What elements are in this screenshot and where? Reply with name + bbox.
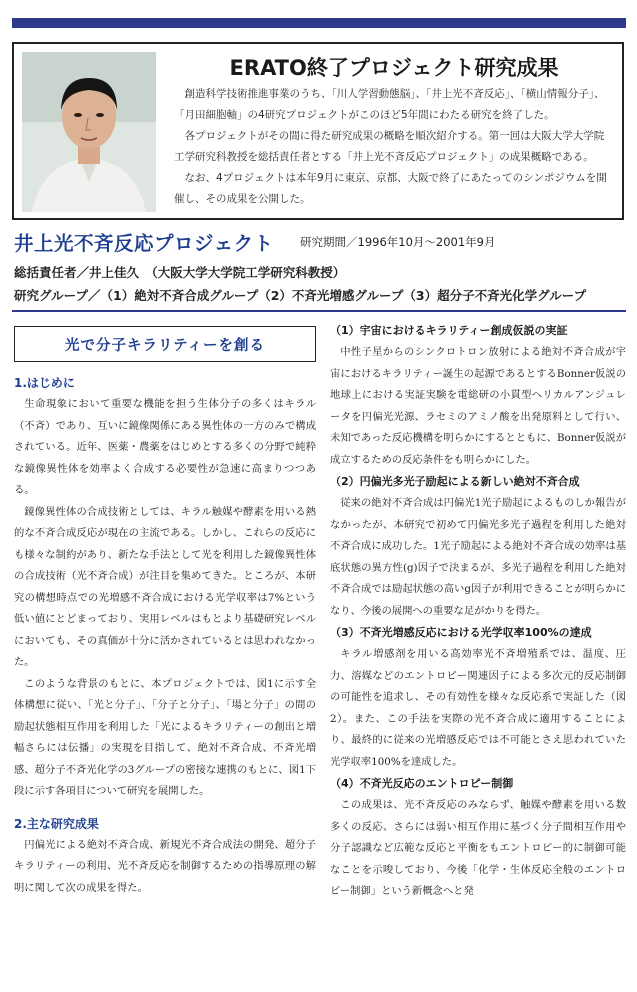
portrait-photo (22, 52, 156, 212)
research-groups: 研究グループ／（1）絶対不斉合成グループ（2）不斉光増感グループ（3）超分子不斉光化学グループ (14, 288, 587, 303)
top-accent-bar (12, 18, 626, 28)
body-paragraph: 円偏光による絶対不斉合成、新規光不斉合成法の開発、超分子キラリティーの利用、光不斉反応を制御するための指導原理の解明に関して次の成果を得た。 (14, 838, 316, 894)
body-paragraph: この成果は、光不斉反応のみならず、触媒や酵素を用いる数多くの反応、さらには弱い相互作用に基づく分子間相互作用や分子認識など広範な反応と平衡をもエントロピー的に制御可能なことを示唆しており、今後「化学・生体反応全般のエントロピー制御」という新概念へと発 (330, 799, 626, 897)
research-period: 研究期間／1996年10月〜2001年9月 (300, 235, 496, 249)
intro-paragraph: なお、4プロジェクトは本年9月に東京、京都、大阪で終了にあたってのシンポジウムを開催し、その成果を公開した。 (174, 172, 607, 205)
project-title: 井上光不斉反応プロジェクト (14, 232, 274, 255)
header-intro (174, 84, 614, 210)
body-paragraph: このような背景のもとに、本プロジェクトでは、図1に示す全体構想に従い、「光と分子」、「分子と分子」、「場と分子」の間の励起状態相互作用を利用した「光によるキラリティーの創出と増幅さらには伝播」の実現を目指して、絶対不斉合成、不斉光増感、超分子不斉光化学の3グループの密接な連携のもとに、図1下段に示す各項目について研究を展開した。 (14, 677, 316, 797)
catchphrase-box: 光で分子キラリティーを創る (14, 326, 316, 362)
subsection-heading: （1）宇宙におけるキラリティー創成仮説の実証 (330, 324, 568, 337)
section-divider (12, 310, 626, 312)
body-paragraph: 鏡像異性体の合成技術としては、キラル触媒や酵素を用いる熱的な不斉合成反応が現在の主流である。しかし、これらの反応にも様々な制約があり、新たな手法として光を利用した鏡像異性体の合成技術（光不斉合成）が注目を集めてきた。ところが、本研究の構想時点での光増感不斉合成における光学収率は7%という低い値にとどまっており、実用レベルはもとより基礎研究レベルにおいても、その真価が十分に活かされているとは思われなかった。 (14, 505, 316, 668)
left-column (14, 320, 316, 899)
subsection-heading: （4）不斉光反応のエントロピー制御 (330, 777, 514, 790)
body-paragraph: キラル増感剤を用いる高効率光不斉増殖系では、温度、圧力、溶媒などのエントロピー関連因子による多次元的反応制御の可能性を追求し、その有効性を様々な反応系で実証した（図2）。また、この手法を実際の光不斉合成に適用することにより、最終的に従来の光増感反応では不可能とさえ思われていた光学収率100%を達成した。 (330, 648, 626, 768)
body-paragraph: 生命現象において重要な機能を担う生体分子の多くはキラル（不斉）であり、互いに鏡像関係にある異性体の一方のみで構成されている。近年、医薬・農薬をはじめとする多くの分野で純粋な鏡像異性体を効率よく合成する必要性が急速に高まりつつある。 (14, 398, 316, 496)
subsection-heading: （2）円偏光多光子励起による新しい絶対不斉合成 (330, 475, 580, 488)
subsection-heading: （3）不斉光増感反応における光学収率100%の達成 (330, 626, 592, 639)
body-paragraph: 従来の絶対不斉合成は円偏光1光子励起によるものしか報告がなかったが、本研究で初めて円偏光多光子過程を利用した絶対不斉合成に成功した。1光子励起による絶対不斉合成の効率は基底状態の異方性(g)因子で決まるが、多光子過程を利用した絶対不斉合成では励起状態の高いg因子が利用できることが明らかになり、今後の展開への重要な足がかりを得た。 (330, 497, 626, 617)
body-paragraph: 中性子星からのシンクロトロン放射による絶対不斉合成が宇宙におけるキラリティー誕生の起源であるとするBonner仮説の地球上における実証実験を電総研の小貫型ヘリカルアンジュレータを円偏光光源、ラセミのアミノ酸を出発原料として行い、未知であった反応機構を明らかにするとともに、Bonner仮説が成立するための反応条件をも明らかにした。 (330, 346, 626, 466)
section-heading: 1.はじめに (14, 376, 75, 390)
intro-paragraph: 各プロジェクトがその間に得た研究成果の概略を順次紹介する。第一回は大阪大学大学院工学研究科教授を総括責任者とする「井上光不斉反応プロジェクト」の成果概略である。 (174, 130, 605, 163)
intro-paragraph: 創造科学技術推進事業のうち、「川人学習動態脳」、「井上光不斉反応」、「横山情報分子」、「月田細胞軸」の4研究プロジェクトがこのほど5年間にわたる研究を終了した。 (174, 88, 605, 121)
project-leader: 総括責任者／井上佳久 （大阪大学大学院工学研究科教授） (14, 265, 346, 280)
section-heading: 2.主な研究成果 (14, 816, 99, 831)
right-column (330, 320, 626, 903)
header-title: ERATO終了プロジェクト研究成果 (229, 56, 559, 80)
header-box (12, 42, 624, 220)
